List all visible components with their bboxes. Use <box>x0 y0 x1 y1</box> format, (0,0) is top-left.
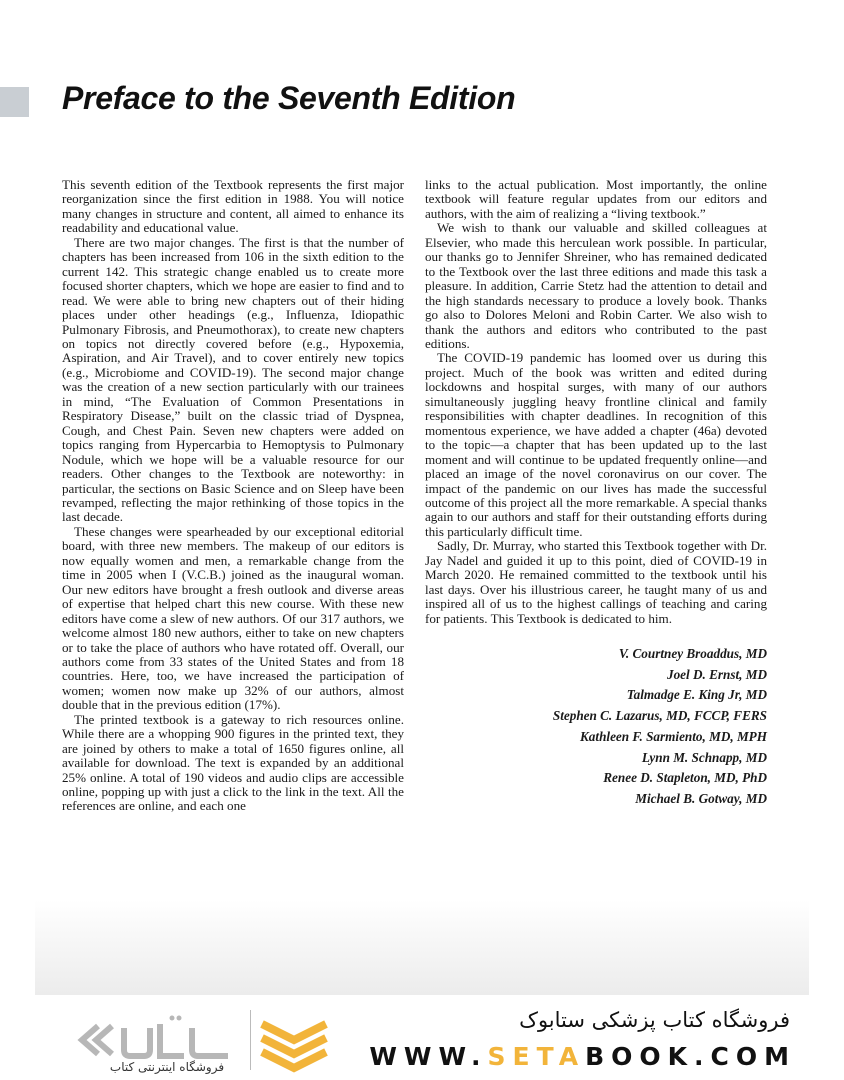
paragraph: This seventh edition of the Textbook represents the first major reorganization since the first edition in 1988. You will notice many changes in structure and content, all aimed to enhance its readability and educational value. <box>62 177 404 236</box>
chevron-stack-icon <box>258 1018 330 1074</box>
signature: Stephen C. Lazarus, MD, FCCP, FERS <box>552 708 767 724</box>
url-suffix: BOOK.COM <box>585 1042 796 1071</box>
signature: Michael B. Gotway, MD <box>635 790 767 806</box>
banner-divider <box>250 1010 251 1070</box>
page-title: Preface to the Seventh Edition <box>62 80 516 116</box>
logo-tagline: فروشگاه اینترنتی کتاب <box>109 1060 225 1074</box>
signature: Renee D. Stapleton, MD, PhD <box>603 770 767 786</box>
page-bottom-shadow <box>35 900 809 995</box>
signature: Lynn M. Schnapp, MD <box>641 749 767 765</box>
paragraph-continuation: links to the actual publication. Most importantly, the online textbook will feature regular updates from our editors and authors, with the aim of realizing a “living textbook.” <box>425 177 767 221</box>
signature: V. Courtney Broaddus, MD <box>618 646 767 662</box>
paragraph: There are two major changes. The first is that the number of chapters has been increased from 106 in the sixth edition to the current 142. This strategic change enabled us to create more focused shorter chapters, which we hope are easier to find and to read. We were able to bring new chapters out of their hiding places under other headings (e.g., Influenza, Idiopathic Pulmonary Fibrosis, and Pneumothorax), to create new chapters on topics not directly covered before (e.g., Hypoxemia, Aspiration, and Air Travel), and to cover entirely new topics (e.g., Microbiome and COVID-19). The second major change was the creation of a new section particularly with our trainees in mind, “The Evaluation of Common Presentations in Respiratory Disease,” built on the classic triad of Dyspnea, Cough, and Chest Pain. Seven new chapters were added on topics ranging from Hypercarbia to Hemoptysis to Pulmonary Nodule, which we hope will be a valuable resource for our readers. Other changes to the Textbook are noteworthy: in particular, the sections on Basic Science and on Sleep have been revamped, reflecting the major rethinking of those topics in the last decade. <box>62 234 404 525</box>
paragraph: Sadly, Dr. Murray, who started this Textbook together with Dr. Jay Nadel and guided it up to this point, died of COVID-19 in March 2020. He remained committed to the textbook until his last days. Over his illustrious career, he taught many of us and inspired all of us to the highest callings of teaching and caring for patients. This Textbook is dedicated to him. <box>425 538 767 626</box>
corner-tab-marker <box>0 87 29 117</box>
store-name: فروشگاه کتاب پزشکی ستابوک <box>519 1008 790 1032</box>
url-prefix: WWW. <box>369 1042 488 1071</box>
paragraph: The printed textbook is a gateway to rich resources online. While there are a whopping 900 figures in the printed text, they are joined by others to make a total of 1650 figures online, all available for download. The text is expanded by an additional 25% online. A total of 190 videos and audio clips are accessible online, popping up with just a click to the link in the text. All the references are online, and each one <box>62 711 404 814</box>
signature: Joel D. Ernst, MD <box>666 666 767 682</box>
signature: Talmadge E. King Jr, MD <box>626 687 767 703</box>
paragraph: The COVID-19 pandemic has loomed over us during this project. Much of the book was written and edited during lockdowns and hospital surges, with many of our authors simultaneously juggling heavy frontline clinical and family responsibilities with chapter deadlines. In recognition of this momentous experience, we have added a chapter (46a) devoted to the topic—a chapter that has been updated up to the last moment and will continue to be updated frequently online—and placed an image of the novel coronavirus on our cover. The impact of the pandemic on our lives has made the successful outcome of this project all the more remarkable. A special thanks again to our authors and staff for their outstanding efforts during this particularly difficult time. <box>425 350 767 539</box>
right-column <box>425 178 767 810</box>
signature-block <box>425 644 767 810</box>
left-column <box>62 178 404 814</box>
store-url-link[interactable] <box>369 1042 796 1071</box>
url-accent: SETA <box>487 1042 586 1071</box>
paragraph: These changes were spearheaded by our exceptional editorial board, with three new members. The makeup of our editors is now equally women and men, a remarkable change from the time in 2005 when I (V.C.B.) joined as the inaugural woman. Our new editors have brought a fresh outlook and diverse areas of expertise that helped chart this new course. With these new editors have come a slew of new authors. Of our 317 authors, we welcome almost 180 new authors, either to take on new chapters or to take the place of authors who have rotated off. Overall, our authors come from 33 states of the United States and from 18 countries. Here, too, we have increased the participation of women; women now make up 32% of our authors, almost double that in the previous edition (17%). <box>62 523 404 713</box>
signature: Kathleen F. Sarmiento, MD, MPH <box>580 728 767 744</box>
paragraph: We wish to thank our valuable and skilled colleagues at Elsevier, who made this herculean work possible. In particular, our thanks go to Jennifer Shreiner, who has remained dedicated to the Textbook over the last three editions and made this task a pleasure. In addition, Carrie Stetz had the attention to detail and the high standards necessary to produce a lovely book. Thanks go also to Dolores Meloni and Robin Carter. We also wish to thank the authors and editors who contributed to the past editions. <box>425 220 767 351</box>
